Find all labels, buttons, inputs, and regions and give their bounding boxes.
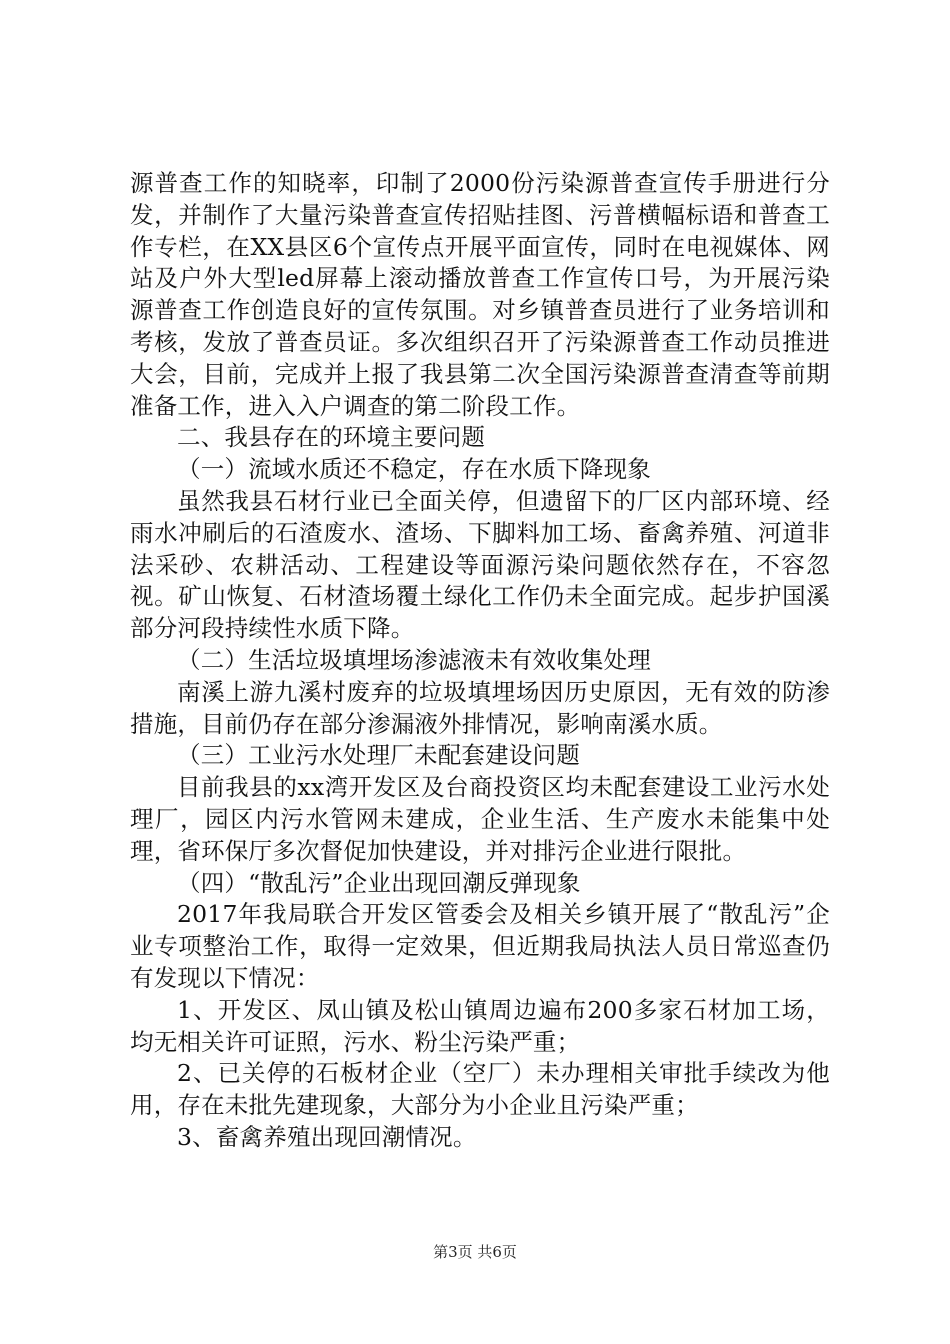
paragraph-wastewater-plant: 目前我县的xx湾开发区及台商投资区均未配套建设工业污水处理厂，园区内污水管网未建成，企业生活、生产废水未能集中处理，省环保厅多次督促加快建设，并对排污企业进行限批。 <box>130 773 830 865</box>
subsection-heading-1: （一）流域水质还不稳定，存在水质下降现象 <box>177 455 651 484</box>
subsection-heading-2: （二）生活垃圾填埋场渗滤液未有效收集处理 <box>177 645 651 674</box>
page-number-footer: 第3页 共6页 <box>433 1243 517 1261</box>
list-item-3: 3、畜禽养殖出现回潮情况。 <box>177 1122 477 1151</box>
document-body <box>130 168 830 1154</box>
paragraph-water-quality: 虽然我县石材行业已全面关停，但遗留下的厂区内部环境、经雨水冲刷后的石渣废水、渣场、下脚料加工场、畜禽养殖、河道非法采砂、农耕活动、工程建设等面源污染问题依然存在，不容忽视。矿山恢复、石材渣场覆土绿化工作仍未全面完成。起步护国溪部分河段持续性水质下降。 <box>130 486 830 643</box>
section-heading: 二、我县存在的环境主要问题 <box>177 423 486 452</box>
subsection-heading-3: （三）工业污水处理厂未配套建设问题 <box>177 741 580 770</box>
paragraph-landfill: 南溪上游九溪村废弃的垃圾填埋场因历史原因，无有效的防渗措施，目前仍存在部分渗漏液外排情况，影响南溪水质。 <box>130 677 830 738</box>
subsection-heading-4: （四）“散乱污”企业出现回潮反弹现象 <box>177 868 581 897</box>
paragraph-rectification: 2017年我局联合开发区管委会及相关乡镇开展了“散乱污”企业专项整治工作，取得一定效果，但近期我局执法人员日常巡查仍有发现以下情况： <box>130 900 830 992</box>
paragraph-continuation: 源普查工作的知晓率，印制了2000份污染源普查宣传手册进行分发，并制作了大量污染普查宣传招贴挂图、污普横幅标语和普查工作专栏，在XX县区6个宣传点开展平面宣传，同时在电视媒体、网站及户外大型led屏幕上滚动播放普查工作宣传口号，为开展污染源普查工作创造良好的宣传氛围。对乡镇普查员进行了业务培训和考核，发放了普查员证。多次组织召开了污染源普查工作动员推进大会，目前，完成并上报了我县第二次全国污染源普查清查等前期准备工作，进入入户调查的第二阶段工作。 <box>130 169 830 420</box>
list-item-1: 1、开发区、凤山镇及松山镇周边遍布200多家石材加工场，均无相关许可证照，污水、粉尘污染严重； <box>130 995 830 1056</box>
list-item-2: 2、已关停的石板材企业（空厂）未办理相关审批手续改为他用，存在未批先建现象，大部分为小企业且污染严重； <box>130 1059 830 1120</box>
